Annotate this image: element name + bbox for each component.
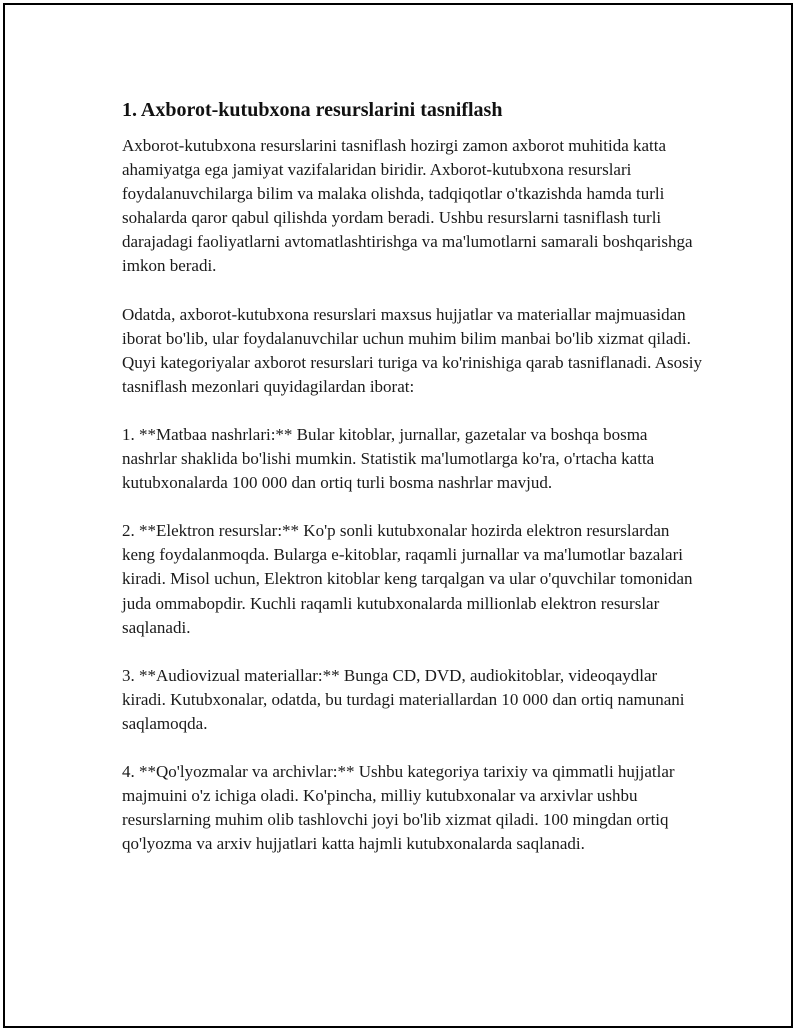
list-item-electronic-resources: 2. **Elektron resurslar:** Ko'p sonli kutubxonalar hozirda elektron resurslardan keng foydalanmoqda. Bularga e-kitoblar, raqamli jurnallar va ma'lumotlar bazalari kiradi. Misol uchun, Elektron kitoblar keng tarqalgan va ular o'quvchilar tomonidan juda ommabopdir. Kuchli raqamli kutubxonalarda millionlab elektron resurslar saqlanadi. — [122, 521, 693, 637]
page-frame — [3, 3, 793, 1028]
list-item-manuscripts-archives: 4. **Qo'lyozmalar va archivlar:** Ushbu kategoriya tarixiy va qimmatli hujjatlar majmuini o'z ichiga oladi. Ko'pincha, milliy kutubxonalar va arxivlar ushbu resurslarning muhim olib tashlovchi joyi bo'lib xizmat qiladi. 100 mingdan ortiq qo'lyozma va arxiv hujjatlari katta hajmli kutubxonalarda saqlanadi. — [122, 761, 675, 854]
document-body — [122, 97, 702, 856]
list-item-print-publications: 1. **Matbaa nashrlari:** Bular kitoblar, jurnallar, gazetalar va boshqa bosma nashrlar shaklida bo'lishi mumkin. Statistik ma'lumotlarga ko'ra, o'rtacha katta kutubxonalarda 100 000 dan ortiq turli bosma nashrlar mavjud. — [122, 424, 655, 493]
intro-paragraph: Axborot-kutubxona resurslarini tasniflash hozirgi zamon axborot muhitida katta ahamiyatga ega jamiyat vazifalaridan biridir. Axborot-kutubxona resurslari foydalanuvchilarga bilim va malaka olishda, tadqiqotlar o'tkazishda hamda turli sohalarda qaror qabul qilishda yordam beradi. Ushbu resurslarni tasniflash turli darajadagi faoliyatlarni avtomatlashtirishga va ma'lumotlarni samarali boshqarishga imkon beradi. — [122, 136, 693, 276]
list-item-audiovisual-materials: 3. **Audiovizual materiallar:** Bunga CD, DVD, audiokitoblar, videoqaydlar kiradi. Kutubxonalar, odatda, bu turdagi materiallardan 10 000 dan ortiq namunani saqlamoqda. — [122, 665, 685, 733]
criteria-paragraph: Odatda, axborot-kutubxona resurslari maxsus hujjatlar va materiallar majmuasidan iborat bo'lib, ular foydalanuvchilar uchun muhim bilim manbai bo'lib xizmat qiladi. Quyi kategoriyalar axborot resurslari turiga va ko'rinishiga qarab tasniflanadi. Asosiy tasniflash mezonlari quyidagilardan iborat: — [122, 304, 702, 396]
document-title: 1. Axborot-kutubxona resurslarini tasniflash — [122, 99, 503, 121]
